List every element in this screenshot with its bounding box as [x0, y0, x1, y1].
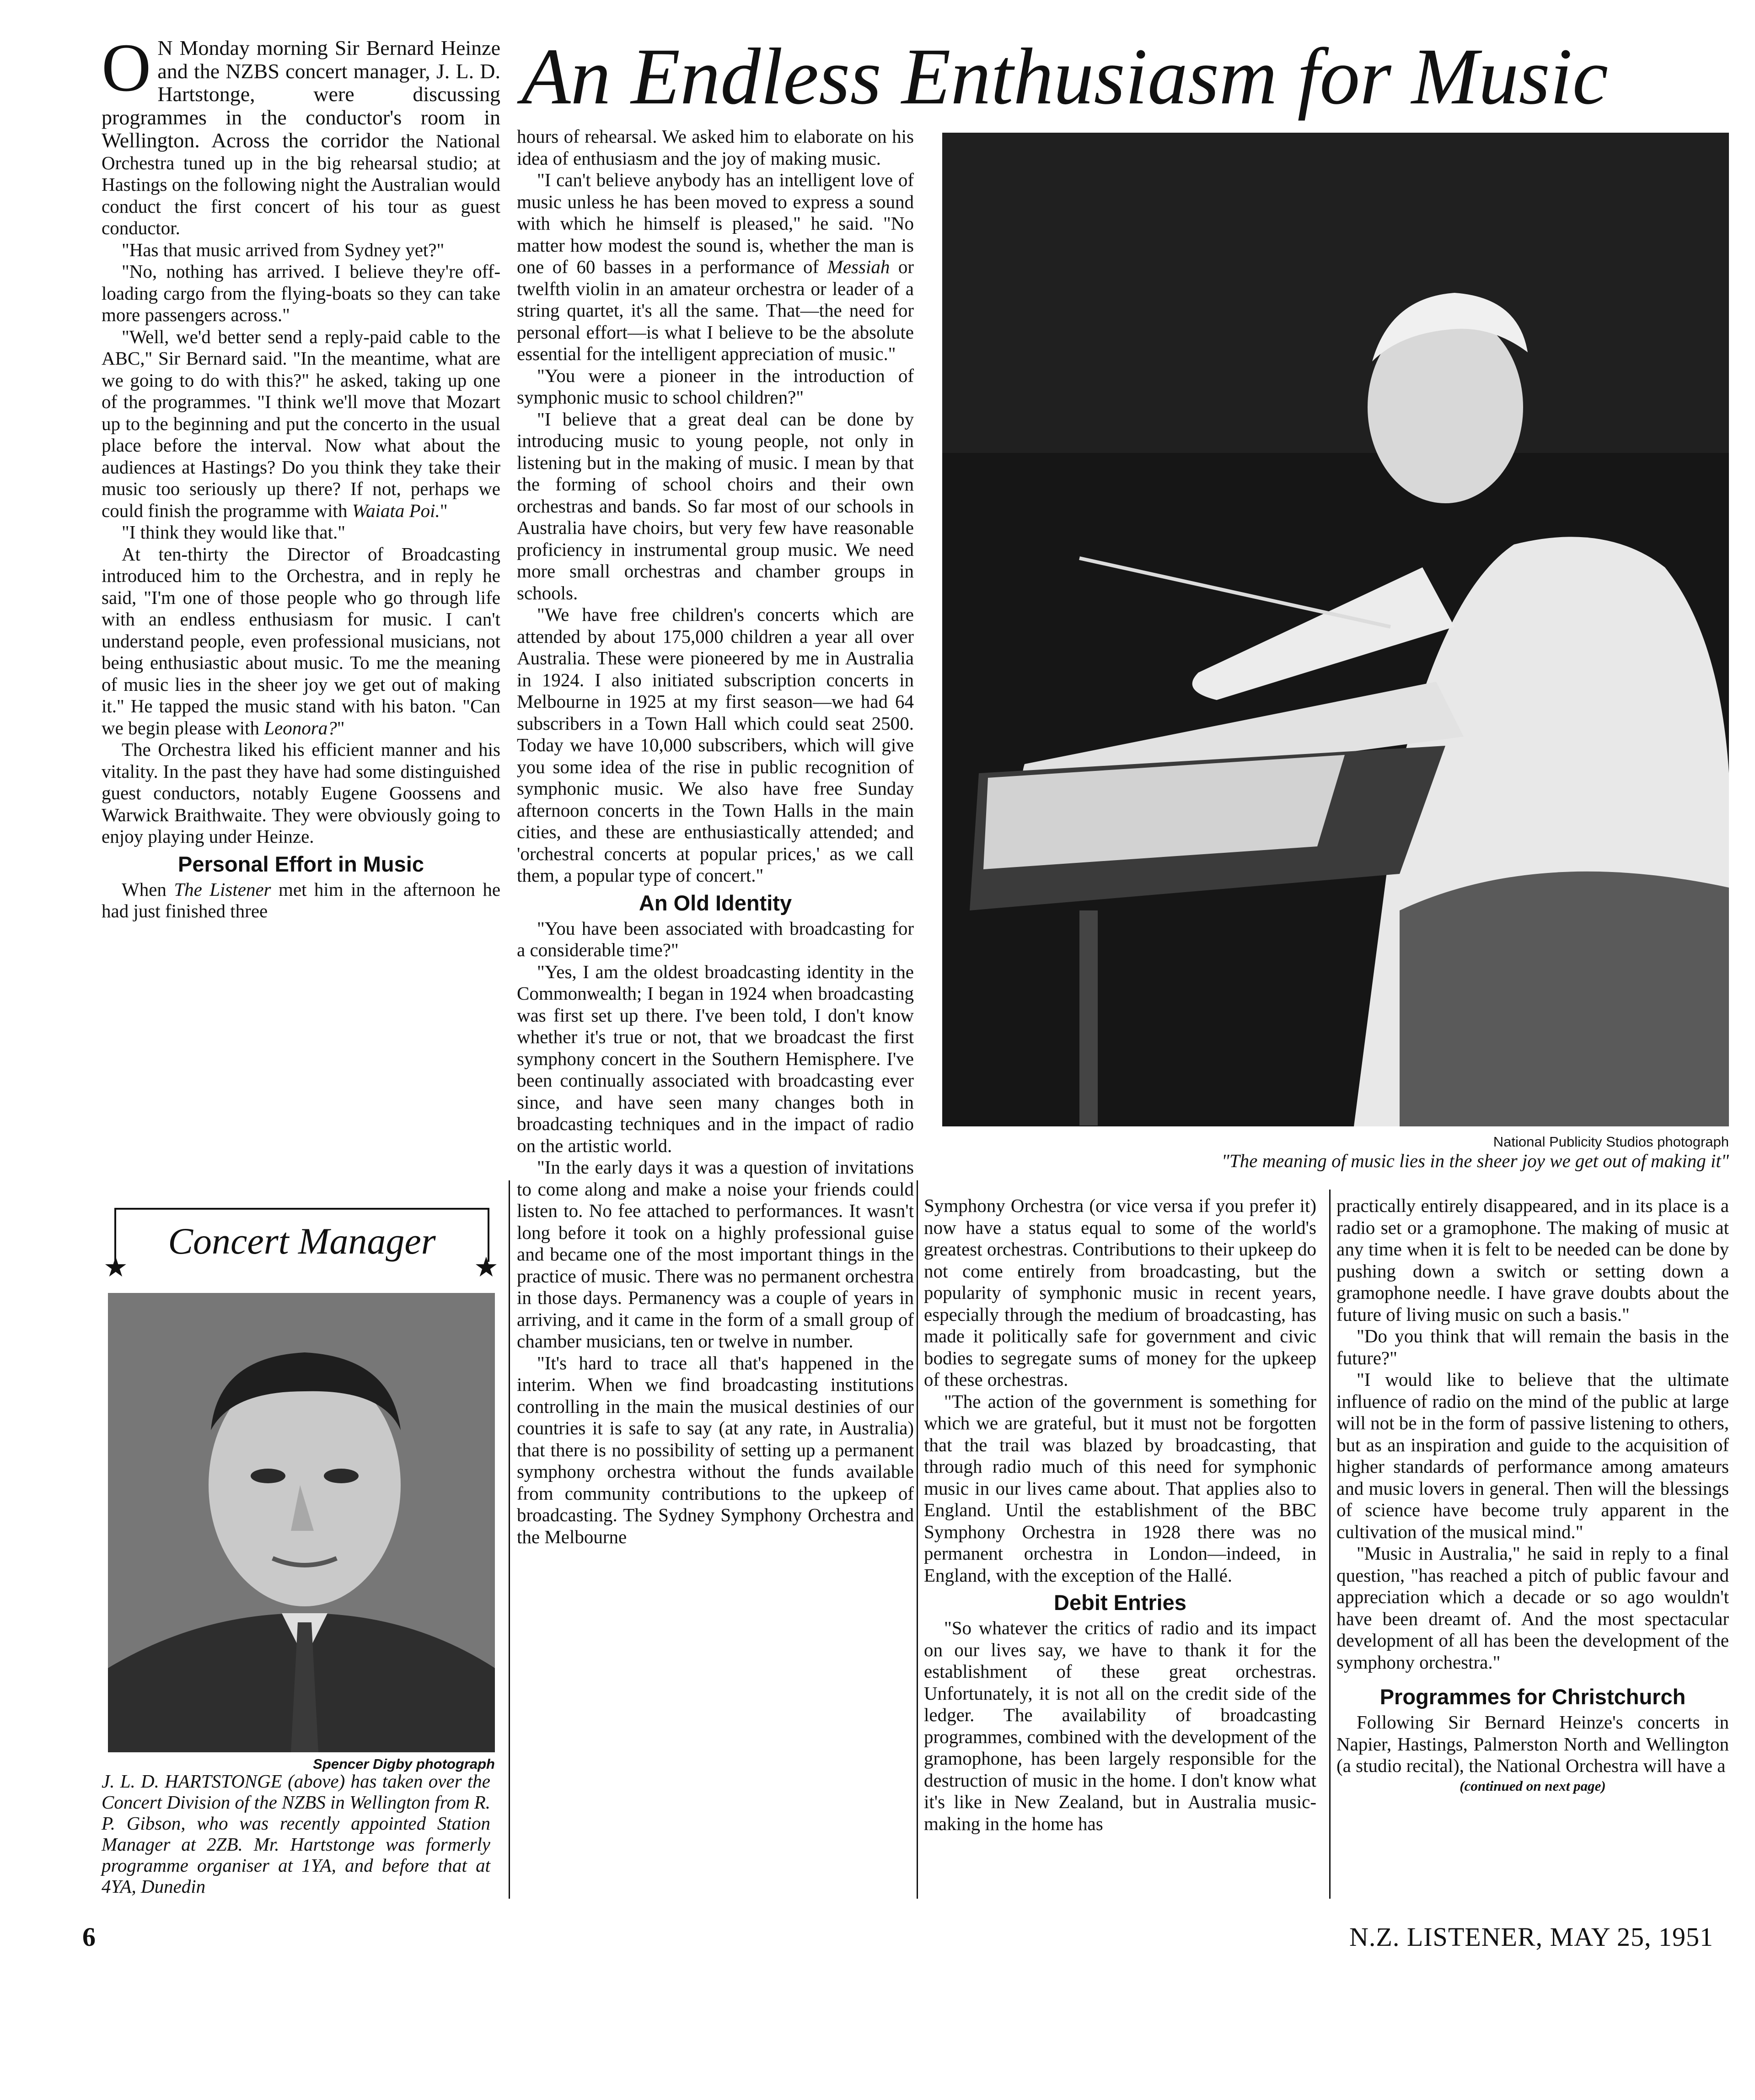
publication-line: N.Z. LISTENER, MAY 25, 1951: [1349, 1922, 1714, 1952]
lead-rest: the National Orchestra tuned up in the big rehearsal studio; at Hastings on the following night the Australian would conduct the first concert of his tour as guest conductor.: [102, 130, 500, 238]
paragraph: hours of rehearsal. We asked him to elaborate on his idea of enthusiasm and the joy of making music.: [517, 126, 914, 169]
paragraph: Symphony Orchestra (or vice versa if you prefer it) now have a status equal to some of the world's greatest orchestras. Contributions to their upkeep do not come entirely from broadcasting, but the popularity of symphonic music in recent years, especially through the medium of broadcasting, has made it politically safe for government and civic bodies to segregate sums of money for the upkeep of these orchestras.: [924, 1195, 1316, 1390]
paragraph: [102, 544, 500, 739]
paragraph-text: When: [122, 878, 166, 900]
main-photo-caption: "The meaning of music lies in the sheer joy we get out of making it": [1221, 1150, 1729, 1171]
subheading: Programmes for Christchurch: [1379, 1685, 1686, 1709]
paragraph-text: met him in the afternoon he had just finished three: [102, 878, 501, 921]
paragraph: "I believe that a great deal can be done by introducing music to young people, not only in listening but in the making of music. I mean by that the forming of school choirs and their own orchestras and bands. So far most of our schools in Australia have choirs, but very few have reasonable proficiency in instrumental group music. We need more small orchestras and chamber groups in schools.: [517, 408, 914, 603]
paragraph: "Yes, I am the oldest broadcasting identity in the Commonwealth; I began in 1924 when broadcasting was first set up there. I've been told, I don't know whether it's true or not, that we broadcast the first symphony concert in the Southern Hemisphere. I've been continually associated with broadcasting ever since, and have seen many changes both in broadcasting techniques and in the impact of radio on the artistic world.: [517, 961, 914, 1156]
paragraph: "You have been associated with broadcasting for a considerable time?": [517, 917, 914, 960]
paragraph: [102, 879, 500, 922]
paragraph: "I would like to believe that the ultimate influence of radio on the mind of the public at large will not be in the form of passive listening to others, but as an inspiration and guide to the acquisition of higher standards of performance among amateurs and music lovers in general. Then will the blessings of science have become truly apparent in the cultivation of the musical mind.": [1336, 1369, 1729, 1542]
portrait-credit: Spencer Digby photograph: [313, 1756, 495, 1772]
paragraph: The Orchestra liked his efficient manner and his vitality. In the past they have had some distinguished guest conductors, notably Eugene Goossens and Warwick Braithwaite. They were obviously going to enjoy playing under Heinze.: [102, 739, 500, 847]
subheading: Personal Effort in Music: [178, 851, 424, 876]
column-rule: [1329, 1190, 1331, 1899]
paragraph-text: At ten-thirty the Director of Broadcasting introduced him to the Orchestra, and in reply he said, "I'm one of those people who go through life with an endless enthusiasm for music. I can't understand people, even professional musicians, not being enthusiastic about music. To me the meaning of music lies in the sheer joy we get out of making it." He tapped the music stand with his baton. "Can we begin please with: [102, 543, 500, 738]
portrait-caption: J. L. D. HARTSTONGE (above) has taken over the Concert Division of the NZBS in Wellington from R. P. Gibson, who was recently appointed Station Manager at 2ZB. Mr. Hartstonge was formerly programme organiser at 1YA, and before that at 4YA, Dunedin: [102, 1771, 490, 1897]
star-left-icon: ★: [103, 1252, 128, 1282]
paragraph: "I think they would like that.": [122, 522, 345, 543]
column-2: [517, 126, 914, 1548]
column-3: [924, 1195, 1316, 1835]
subheading: Debit Entries: [1054, 1590, 1186, 1615]
paragraph: "We have free children's concerts which are attended by about 175,000 children a year all over Australia. These were pioneered by me in Australia in 1924. I also initiated subscription concerts in Melbourne in 1925 at my first season—we had 64 subscribers in a Town Hall which could seat 2500. Today we have 10,000 subscribers, which will give you some idea of the rise in public recognition of symphonic music. We also have free Sunday afternoon concerts in the Town Halls in the main cities, and these are enthusiastically attended; and 'orchestral concerts at popular prices,' as we call them, a popular type of concert.": [517, 604, 914, 886]
paragraph: "You were a pioneer in the introduction of symphonic music to school children?": [517, 365, 914, 408]
box-frame-top: [114, 1208, 489, 1210]
paragraph-text: "Well, we'd better send a reply-paid cable to the ABC," Sir Bernard said. "In the meantime, what are we going to do with this?" he asked, taking up one of the programmes. "I think we'll move that Mozart up to the beginning and put the concerto in the usual place before the interval. Now what about the audiences at Hastings? Do you think they take their music too seriously up there? If not, perhaps we could finish the programme with: [102, 326, 500, 521]
column-1: [102, 30, 501, 922]
headline: An Endless Enthusiasm for Music: [521, 32, 1608, 121]
italic-title: The Listener: [174, 878, 271, 900]
column-4: [1336, 1195, 1729, 1795]
drop-cap: O: [102, 30, 151, 106]
paragraph-text: "I can't believe anybody has an intelligent love of music unless he has been moved to express a sound with which he himself is pleased," he said. "No matter how modest the sound is, whether the man is one of 60 basses in a performance of: [517, 169, 914, 277]
paragraph: "No, nothing has arrived. I believe they're off-loading cargo from the flying-boats so they can take more passengers across.": [102, 261, 500, 325]
paragraph: "Has that music arrived from Sydney yet?": [122, 239, 445, 260]
box-title: Concert Manager: [168, 1220, 436, 1262]
paragraph-text: ": [337, 717, 345, 738]
paragraph: [517, 169, 914, 365]
paragraph-text: ": [440, 500, 448, 521]
portrait-illustration: [108, 1293, 495, 1752]
paragraph: "In the early days it was a question of invitations to come along and make a noise your friends could listen to. No fee attached to performances. It wasn't long before it took on a highly professional guise and became one of the most important things in the practice of music. There was no permanent orchestra in those days. Permanency was a couple of years in arriving, and it came in the form of a small group of chamber musicians, ten or twelve in number.: [517, 1157, 914, 1352]
paragraph: Following Sir Bernard Heinze's concerts in Napier, Hastings, Palmerston North and Wellington (a studio recital), the National Orchestra will have a: [1336, 1712, 1729, 1776]
portrait-photo: [108, 1293, 495, 1752]
paragraph: "Music in Australia," he said in reply to a final question, "has reached a pitch of public favour and appreciation which a decade or so ago wouldn't have been dreamt of. And the most spectacular development of all has been the development of the symphony orchestra.": [1336, 1543, 1729, 1673]
paragraph: "The action of the government is something for which we are grateful, but it must not be forgotten that the trail was blazed by broadcasting, that through radio much of this need for symphonic music in our lives came about. That applies also to England. Until the establishment of the BBC Symphony Orchestra in 1928 there was no permanent orchestra in London—indeed, in England, with the exception of the Hallé.: [924, 1390, 1316, 1586]
conductor-illustration: [942, 133, 1729, 1126]
lead-paragraph: [102, 30, 500, 239]
italic-title: Leonora?: [264, 717, 337, 738]
column-rule: [509, 1180, 510, 1899]
italic-title: Waiata Poi.: [352, 500, 440, 521]
paragraph: "It's hard to trace all that's happened in the interim. When we find broadcasting institutions controlling in the main the musical destinies of our countries it is safe to say (at any rate, in Australia) that there is no possibility of setting up a permanent symphony orchestra without the funds available from community contributions to the upkeep of broadcasting. The Sydney Symphony Orchestra and the Melbourne: [517, 1352, 914, 1547]
paragraph: practically entirely disappeared, and in its place is a radio set or a gramophone. The making of music at any time when it is felt to be needed can be done by pushing down a switch or setting down a gramophone needle. I have grave doubts about the future of living music on such a basis.": [1336, 1195, 1729, 1325]
conductor-photo: [942, 133, 1729, 1126]
lead-text: N Monday morning Sir Bernard Heinze and the NZBS concert manager, J. L. D. Hartstonge, were discussing programmes in the conductor's room in Wellington. Across the corridor: [102, 36, 500, 152]
paragraph: "Do you think that will remain the basis in the future?": [1336, 1325, 1729, 1368]
star-right-icon: ★: [474, 1252, 499, 1282]
italic-title: Messiah: [827, 256, 890, 277]
continued-note: (continued on next page): [1460, 1777, 1606, 1794]
paragraph: [102, 326, 500, 522]
column-rule: [917, 1180, 918, 1899]
paragraph-text: or twelfth violin in an amateur orchestra or leader of a string quartet, it's all the same. That—the need for personal effort—is what I believe to be the absolute essential for the intelligent appreciation of music.": [517, 256, 914, 364]
page-number: 6: [82, 1922, 96, 1952]
concert-manager-box: [101, 1208, 503, 1812]
subheading: An Old Identity: [639, 890, 792, 915]
paragraph: "So whatever the critics of radio and its impact on our lives say, we have to thank it for the establishment of these great orchestras. Unfortunately, it is not all on the credit side of the ledger. The availability of broadcasting programmes, combined with the development of the gramophone, has been largely responsible for the destruction of music in the home. I don't know what it's like in New Zealand, but in Australia music-making in the home has: [924, 1617, 1316, 1834]
main-photo-credit: National Publicity Studios photograph: [1493, 1134, 1729, 1150]
